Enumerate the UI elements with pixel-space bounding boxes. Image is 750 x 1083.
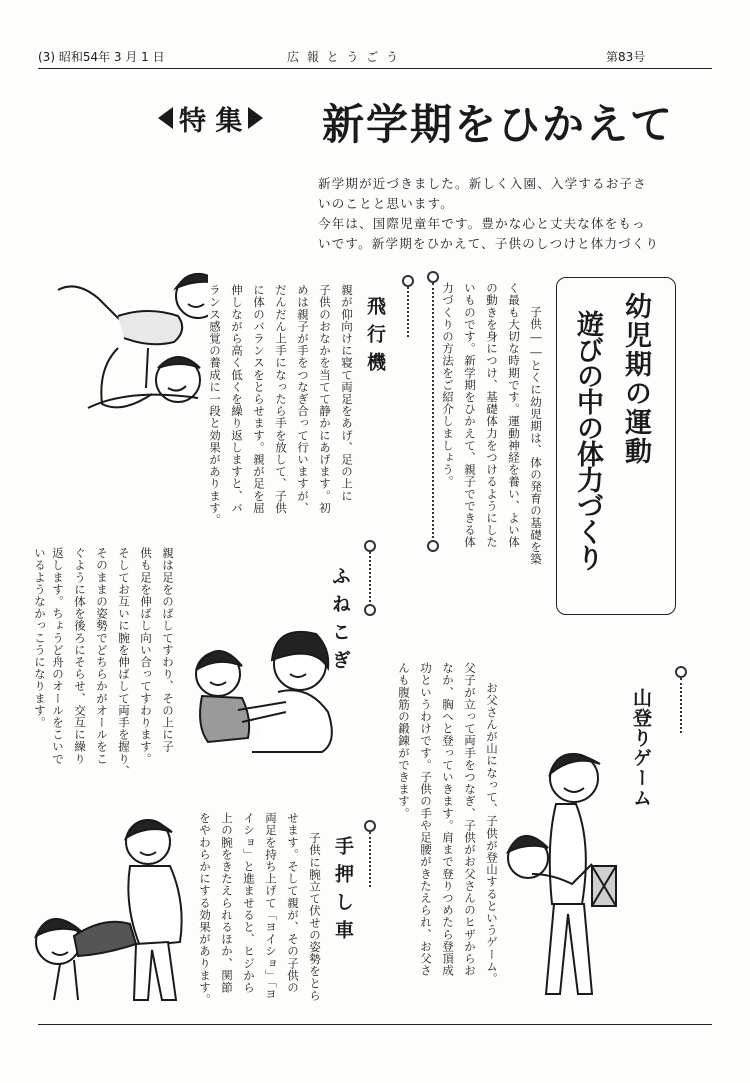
yamanobori-col-3: なか、胸へと登っていきます。肩まで登りつめたら登頂成 bbox=[441, 662, 455, 977]
lead-col-2: く最も大切な時期です。運動神経を養い、よい体 bbox=[507, 282, 521, 549]
bullet-ring-icon bbox=[675, 666, 687, 678]
hikouki-col-5: に体のバランスをとらせます。親が足を屈 bbox=[252, 284, 266, 514]
hikouki-col-1: 親が仰向けに寝て両足をあげ、足の上に bbox=[340, 284, 354, 502]
intro-line-1: 新学期が近づきました。新しく入園、入学するお子さ bbox=[318, 176, 647, 191]
triangle-right-icon bbox=[248, 107, 263, 129]
lead-col-3: の動きを身につけ、基礎体力をつけるようにした bbox=[485, 282, 499, 549]
section-title-hikouki: 飛行機 bbox=[364, 296, 386, 380]
funekogi-col-2: 供も足を伸ばし向い合ってすわります。 bbox=[139, 547, 153, 765]
bullet-ring-icon bbox=[402, 275, 414, 287]
dotted-divider bbox=[369, 552, 371, 602]
funekogi-col-3: そしてお互いに腕を伸ばして両手を握り、 bbox=[117, 547, 131, 777]
lead-col-5: 力づくりの方法をご紹介しましょう。 bbox=[441, 282, 455, 488]
yamanobori-col-1: お父さんが山になって、子供が登山するというゲーム。 bbox=[485, 682, 499, 985]
funekogi-col-7: いるようなかっこうになります。 bbox=[33, 547, 47, 729]
bullet-ring-icon bbox=[364, 540, 376, 552]
bullet-ring-icon bbox=[364, 604, 376, 616]
bullet-ring-icon bbox=[427, 540, 439, 552]
page-title: 新学期をひかえて bbox=[322, 100, 675, 149]
yamanobori-col-5: んも腹筋の鍛錬ができます。 bbox=[397, 662, 411, 820]
hikouki-col-4: だんだん上手になったら手を放して、子供 bbox=[274, 284, 288, 514]
teoshiguruma-col-3: 両足を持ち上げて「ヨイショ」「ヨ bbox=[264, 812, 278, 1000]
header-publication: 広 報 と う ご う bbox=[287, 50, 401, 64]
feature-box-heading-2: 遊びの中の体力づくり bbox=[572, 310, 603, 570]
feature-tag-text: 特 集 bbox=[179, 105, 243, 137]
header-rule bbox=[38, 68, 712, 69]
header-issue: 第83号 bbox=[606, 50, 646, 64]
intro-line-4: いです。新学期をひかえて、子供のしつけと体力づくり bbox=[318, 236, 660, 251]
intro-line-3: 今年は、国際児童年です。豊かな心と丈夫な体をもっ bbox=[318, 216, 646, 231]
header-page-date: (3) 昭和54年 3 月 1 日 bbox=[38, 50, 165, 64]
footer-rule bbox=[38, 1024, 712, 1025]
dotted-divider bbox=[432, 283, 434, 538]
dotted-divider bbox=[407, 287, 409, 337]
funekogi-col-4: そのままの姿勢でどちらかがオールをこ bbox=[95, 547, 109, 765]
illustration-airplane bbox=[48, 268, 208, 428]
teoshiguruma-col-5: 上の腕をきたえられるほか、関節 bbox=[220, 812, 234, 994]
yamanobori-col-4: 功というわけです。子供の手や足腰がきたえられ、お父さ bbox=[419, 662, 433, 977]
teoshiguruma-col-1: 子供に腕立て伏せの姿勢をとら bbox=[308, 832, 322, 1002]
triangle-left-icon bbox=[158, 107, 173, 129]
dotted-divider bbox=[680, 678, 682, 733]
intro-line-2: いのことと思います。 bbox=[318, 196, 455, 211]
illustration-wheelbarrow bbox=[30, 812, 195, 1012]
funekogi-col-1: 親は足をのばしてすわり、その上に子 bbox=[161, 547, 175, 753]
bullet-ring-icon bbox=[364, 820, 376, 832]
lead-col-1: 子供――とくに幼児期は、体の発育の基礎を築 bbox=[529, 306, 543, 566]
title-tag bbox=[158, 100, 263, 136]
funekogi-col-5: ぐように体を後ろにそらせ、交互に繰り bbox=[73, 547, 87, 765]
illustration-mountain-climb bbox=[492, 748, 657, 1008]
hikouki-col-2: 子供のおなかを当てて静かにあげます。初 bbox=[318, 284, 332, 514]
lead-col-4: いものです。新学期をひかえて、親子でできる体 bbox=[463, 282, 477, 549]
yamanobori-col-2: 父子が立って両手をつなぎ、子供がお父さんのヒザからお bbox=[463, 662, 477, 977]
teoshiguruma-col-4: イショ」と進ませると、ヒジから bbox=[242, 812, 256, 994]
teoshiguruma-col-2: せます。そして親が、その子供の bbox=[286, 812, 300, 994]
hikouki-col-3: めは親子が手をつなぎ合って行いますが、 bbox=[296, 284, 310, 514]
feature-box-heading-1: 幼児期の運動 bbox=[620, 292, 651, 466]
section-title-teoshiguruma: 手押し車 bbox=[332, 836, 354, 948]
dotted-divider bbox=[369, 832, 371, 887]
section-title-funekogi: ふねこぎ bbox=[329, 566, 351, 678]
illustration-rowing bbox=[182, 630, 342, 770]
funekogi-col-6: 返します。ちょうど舟のオールをこいで bbox=[51, 547, 65, 765]
hikouki-col-7: ランス感覚の養成に一段と効果があります。 bbox=[208, 284, 222, 526]
section-title-yamanobori: 山登りゲーム bbox=[630, 688, 652, 808]
teoshiguruma-col-6: をやわらかにする効果があります。 bbox=[198, 812, 212, 1006]
hikouki-col-6: 伸しながら高く低くを繰り返しますと、バ bbox=[230, 284, 244, 514]
